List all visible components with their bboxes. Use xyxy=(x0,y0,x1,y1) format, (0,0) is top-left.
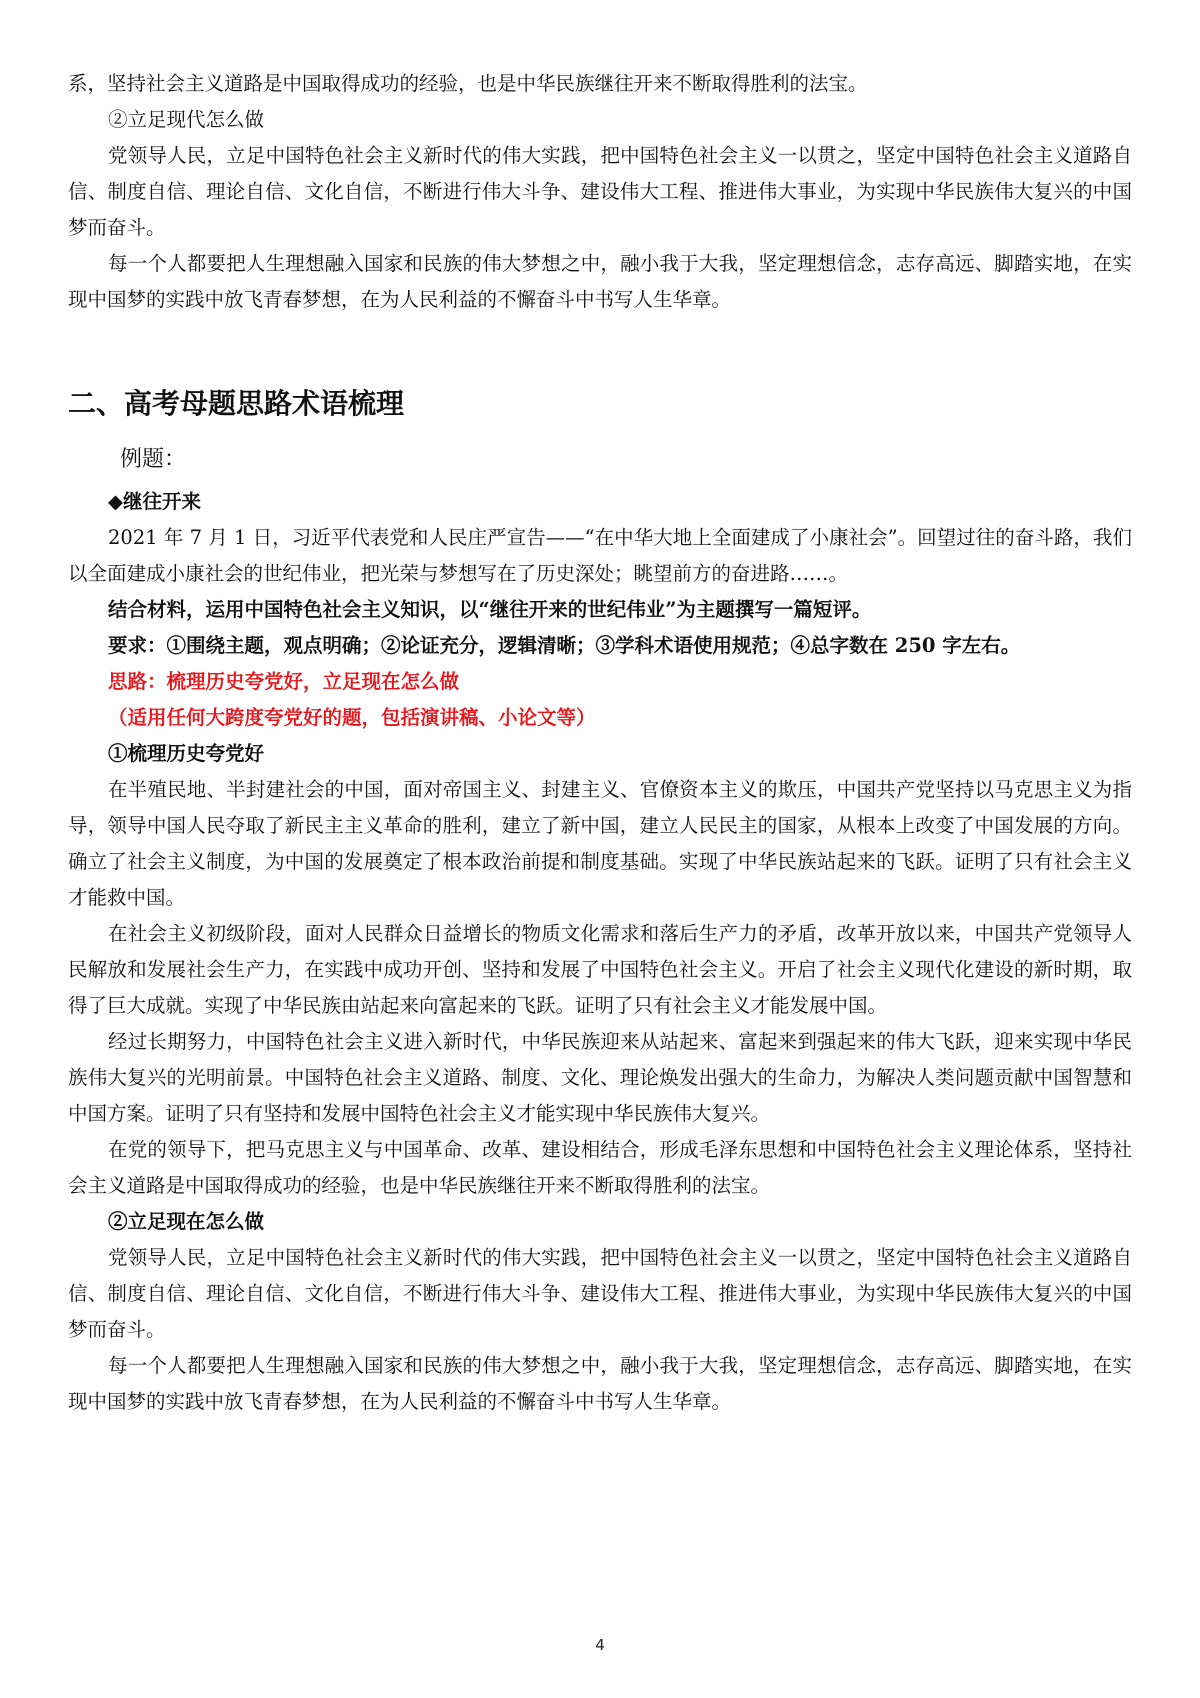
page-number: 4 xyxy=(595,1636,605,1654)
part1-paragraph: 经过长期努力，中国特色社会主义进入新时代，中华民族迎来从站起来、富起来到强起来的伟大飞跃，迎来实现中华民族伟大复兴的光明前景。中国特色社会主义道路、制度、文化、理论焕发出强大的生命力，为解决人类问题贡献中国智慧和中国方案。证明了只有坚持和发展中国特色社会主义才能实现中华民族伟大复兴。 xyxy=(68,1030,1132,1125)
body-paragraph: 每一个人都要把人生理想融入国家和民族的伟大梦想之中，融小我于大我，坚定理想信念，志存高远、脚踏实地，在实现中国梦的实践中放飞青春梦想，在为人民利益的不懈奋斗中书写人生华章。 xyxy=(68,252,1132,311)
part1-title: ①梳理历史夸党好 xyxy=(108,742,265,765)
approach-note: （适用任何大跨度夸党好的题，包括演讲稿、小论文等） xyxy=(108,706,596,729)
part2-paragraph: 党领导人民，立足中国特色社会主义新时代的伟大实践，把中国特色社会主义一以贯之，坚定中国特色社会主义道路自信、制度自信、理论自信、文化自信，不断进行伟大斗争、建设伟大工程、推进伟大事业，为实现中华民族伟大复兴的中国梦而奋斗。 xyxy=(68,1246,1132,1341)
part1-paragraph: 在半殖民地、半封建社会的中国，面对帝国主义、封建主义、官僚资本主义的欺压，中国共产党坚持以马克思主义为指导，领导中国人民夺取了新民主主义革命的胜利，建立了新中国，建立人民民主的国家，从根本上改变了中国发展的方向。确立了社会主义制度，为中国的发展奠定了根本政治前提和制度基础。实现了中华民族站起来的飞跃。证明了只有社会主义才能救中国。 xyxy=(68,778,1132,909)
example-label: 例题： xyxy=(120,447,187,472)
material-paragraph: 2021 年 7 月 1 日，习近平代表党和人民庄严宣告——“在中华大地上全面建成了小康社会”。回望过往的奋斗路，我们以全面建成小康社会的世纪伟业，把光荣与梦想写在了历史深处；眺望前方的奋进路……。 xyxy=(68,526,1132,585)
subheading-present: ②立足现代怎么做 xyxy=(108,108,265,131)
requirements-paragraph: 要求：①围绕主题，观点明确；②论证充分，逻辑清晰；③学科术语使用规范；④总字数在 250 字左右。 xyxy=(108,634,1021,657)
part1-paragraph: 在党的领导下，把马克思主义与中国革命、改革、建设相结合，形成毛泽东思想和中国特色社会主义理论体系，坚持社会主义道路是中国取得成功的经验，也是中华民族继往开来不断取得胜利的法宝。 xyxy=(68,1138,1132,1197)
body-paragraph: 党领导人民，立足中国特色社会主义新时代的伟大实践，把中国特色社会主义一以贯之，坚定中国特色社会主义道路自信、制度自信、理论自信、文化自信，不断进行伟大斗争、建设伟大工程、推进伟大事业，为实现中华民族伟大复兴的中国梦而奋斗。 xyxy=(68,144,1132,239)
section-heading: 二、高考母题思路术语梳理 xyxy=(68,387,405,420)
topic-title: ◆继往开来 xyxy=(108,490,201,513)
task-paragraph: 结合材料，运用中国特色社会主义知识，以“继往开来的世纪伟业”为主题撰写一篇短评。 xyxy=(108,598,872,621)
page-content xyxy=(68,66,1132,1420)
approach-line: 思路：梳理历史夸党好，立足现在怎么做 xyxy=(108,670,460,693)
carryover-paragraph: 系，坚持社会主义道路是中国取得成功的经验，也是中华民族继往开来不断取得胜利的法宝。 xyxy=(68,72,868,95)
part1-paragraph: 在社会主义初级阶段，面对人民群众日益增长的物质文化需求和落后生产力的矛盾，改革开放以来，中国共产党领导人民解放和发展社会生产力，在实践中成功开创、坚持和发展了中国特色社会主义。开启了社会主义现代化建设的新时期，取得了巨大成就。实现了中华民族由站起来向富起来的飞跃。证明了只有社会主义才能发展中国。 xyxy=(68,922,1132,1017)
part2-paragraph: 每一个人都要把人生理想融入国家和民族的伟大梦想之中，融小我于大我，坚定理想信念，志存高远、脚踏实地，在实现中国梦的实践中放飞青春梦想，在为人民利益的不懈奋斗中书写人生华章。 xyxy=(68,1354,1132,1413)
part2-title: ②立足现在怎么做 xyxy=(108,1210,265,1233)
